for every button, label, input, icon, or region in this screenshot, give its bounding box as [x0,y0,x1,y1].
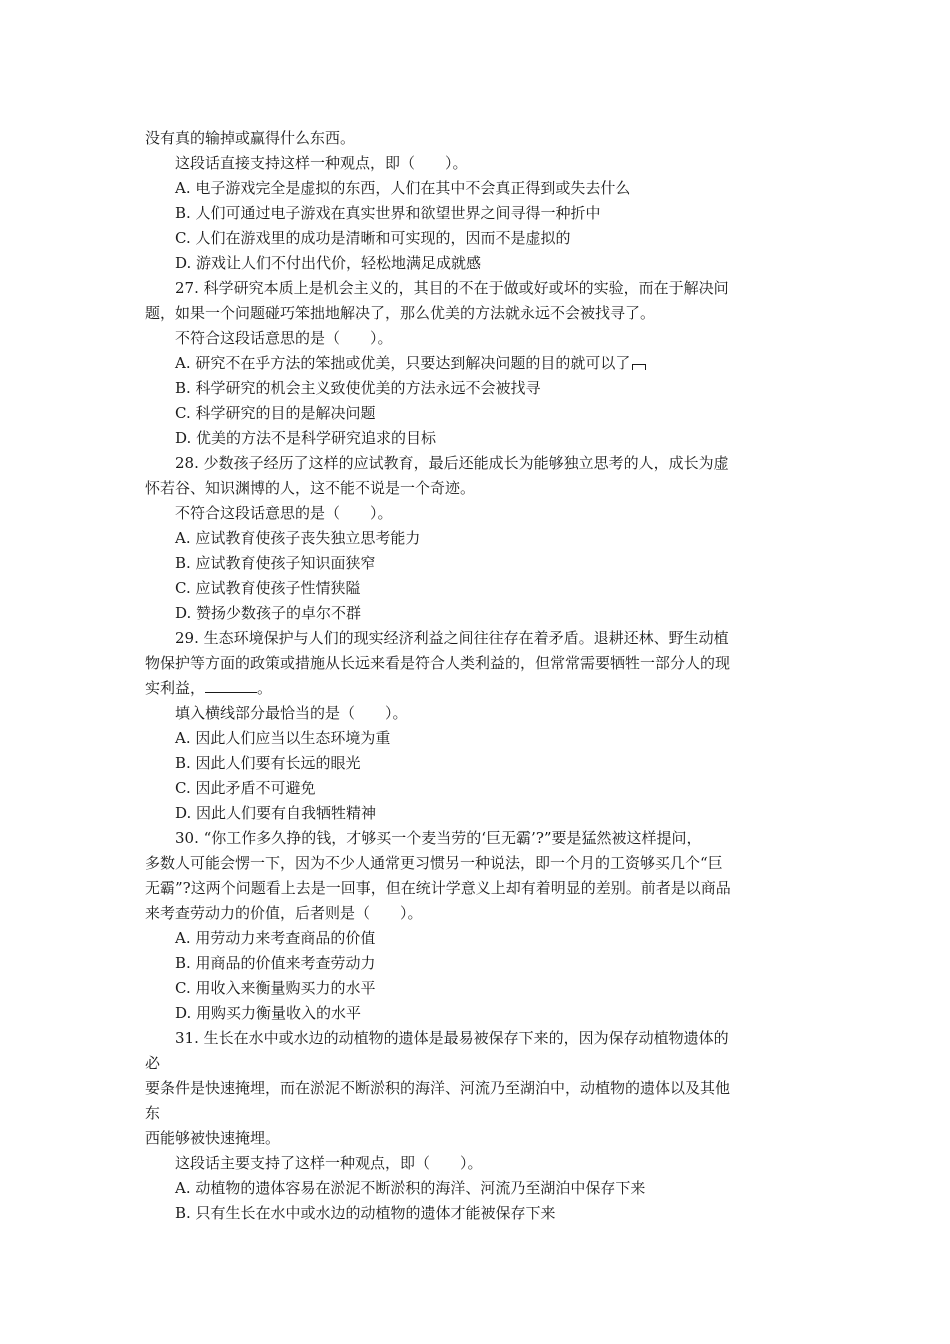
text-line: 来考查劳动力的价值，后者则是（ ）。 [145,904,423,922]
option-c: C. 科学研究的目的是解决问题 [175,404,376,422]
text-segment: 实利益， [145,679,206,697]
question-27: 27. 科学研究本质上是机会主义的，其目的不在于做或好或坏的实验，而在于解决问 [175,279,729,297]
text-line: 题，如果一个问题碰巧笨拙地解决了，那么优美的方法就永远不会被找寻了。 [145,304,656,322]
fill-blank [205,678,257,693]
option-a: A. 用劳动力来考查商品的价值 [175,929,376,947]
text-segment: 。 [257,679,273,697]
question-prompt: 不符合这段话意思的是（ ）。 [175,504,393,522]
option-a: A. 应试教育使孩子丧失独立思考能力 [175,529,421,547]
option-d: D. 游戏让人们不付出代价，轻松地满足成就感 [175,254,482,272]
text-line: 东 [145,1104,161,1122]
option-d: D. 用购买力衡量收入的水平 [175,1004,362,1022]
question-29: 29. 生态环境保护与人们的现实经济利益之间往往存在着矛盾。退耕还林、野生动植 [175,629,729,647]
text-line [145,678,272,698]
option-a-text: A. 研究不在乎方法的笨拙或优美，只要达到解决问题的目的就可以了 [175,354,631,372]
text-line: 要条件是快速掩埋，而在淤泥不断淤积的海洋、河流乃至湖泊中，动植物的遗体以及其他 [145,1079,731,1097]
option-d: D. 优美的方法不是科学研究追求的目标 [175,429,437,447]
option-a: A. 电子游戏完全是虚拟的东西，人们在其中不会真正得到或失去什么 [175,179,631,197]
option-b: B. 用商品的价值来考查劳动力 [175,954,376,972]
question-prompt: 填入横线部分最恰当的是（ ）。 [175,704,408,722]
option-a [175,353,646,373]
question-prompt: 这段话主要支持了这样一种观点，即（ ）。 [175,1154,483,1172]
text-line: 西能够被快速掩埋。 [145,1129,281,1147]
text-line: 无霸”?这两个问题看上去是一回事，但在统计学意义上却有着明显的差别。前者是以商品 [145,879,731,897]
text-line: 多数人可能会愣一下，因为不少人通常更习惯另一种说法，即一个月的工资够买几个“巨 [145,854,723,872]
option-b: B. 人们可通过电子游戏在真实世界和欲望世界之间寻得一种折中 [175,204,601,222]
option-d: D. 因此人们要有自我牺牲精神 [175,804,377,822]
text-line: 怀若谷、知识渊博的人，这不能不说是一个奇迹。 [145,479,476,497]
option-b: B. 科学研究的机会主义致使优美的方法永远不会被找寻 [175,379,541,397]
text-line: 必 [145,1054,161,1072]
question-31: 31. 生长在水中或水边的动植物的遗体是最易被保存下来的，因为保存动植物遗体的 [175,1029,729,1047]
option-c: C. 因此矛盾不可避免 [175,779,316,797]
question-prompt: 这段话直接支持这样一种观点，即（ ）。 [175,154,468,172]
option-b: B. 应试教育使孩子知识面狭窄 [175,554,376,572]
option-b: B. 因此人们要有长远的眼光 [175,754,361,772]
text-line: 物保护等方面的政策或措施从长远来看是符合人类利益的，但常常需要牺牲一部分人的现 [145,654,731,672]
text-line: 没有真的输掉或赢得什么东西。 [145,129,356,147]
option-a: A. 因此人们应当以生态环境为重 [175,729,391,747]
option-d: D. 赞扬少数孩子的卓尔不群 [175,604,362,622]
option-b: B. 只有生长在水中或水边的动植物的遗体才能被保存下来 [175,1204,556,1222]
question-30: 30. “你工作多久挣的钱，才够买一个麦当劳的‘巨无霸’?”要是猛然被这样提问， [175,829,702,847]
option-a: A. 动植物的遗体容易在淤泥不断淤积的海洋、河流乃至湖泊中保存下来 [175,1179,646,1197]
question-prompt: 不符合这段话意思的是（ ）。 [175,329,393,347]
question-28: 28. 少数孩子经历了这样的应试教育，最后还能成长为能够独立思考的人，成长为虚 [175,454,729,472]
option-c: C. 人们在游戏里的成功是清晰和可实现的，因而不是虚拟的 [175,229,571,247]
option-c: C. 用收入来衡量购买力的水平 [175,979,376,997]
stray-mark [632,364,646,370]
option-c: C. 应试教育使孩子性情狭隘 [175,579,361,597]
